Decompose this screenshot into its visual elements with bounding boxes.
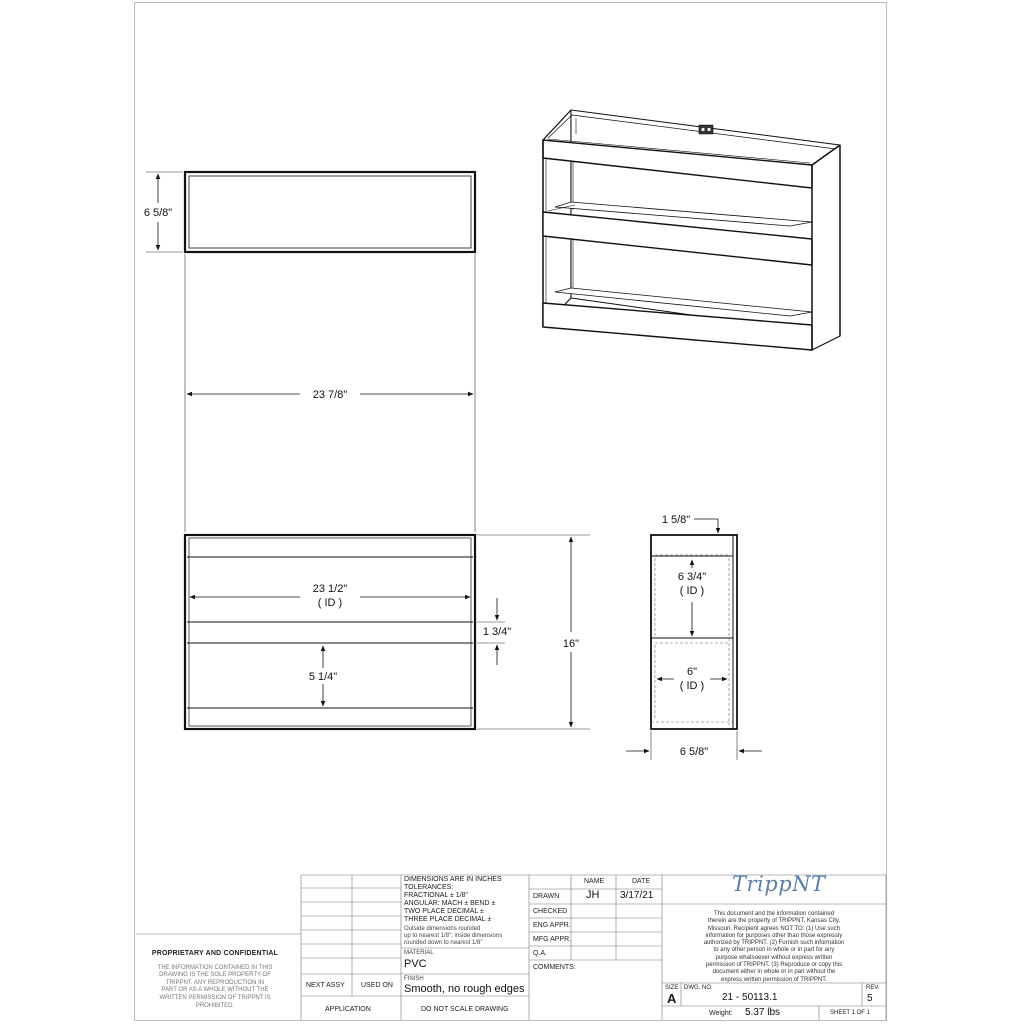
checked-label: CHECKED (533, 908, 568, 915)
do-not-scale-label: DO NOT SCALE DRAWING (421, 1006, 509, 1013)
notice-text (664, 911, 884, 984)
rev-label: REV. (866, 985, 880, 991)
rounding-note-3: rounded down to nearest 1/8" (404, 940, 483, 946)
notice-line: therein are the property of TRIPPNT, Kansas City, (707, 918, 841, 925)
dim-side-depth: 6 5/8" (679, 746, 709, 758)
tolerance-line-2: TOLERANCES: (404, 884, 454, 891)
trippnt-logo: TrippNT (732, 872, 826, 896)
date-header: DATE (632, 878, 651, 885)
weight-label: Weight: (709, 1010, 733, 1017)
isometric-view (543, 110, 840, 350)
tolerance-line-3: FRACTIONAL ± 1/8" (404, 892, 469, 899)
dim-overall-height: 16" (562, 638, 580, 650)
dim-inner-width-id: ( ID ) (317, 597, 343, 609)
tolerance-line-6: THREE PLACE DECIMAL ± (404, 916, 492, 923)
notice-line: permission of TRIPPNT. (3) Reproduce or copy this (705, 962, 843, 969)
size-value: A (667, 991, 677, 1006)
front-view (185, 535, 590, 729)
proprietary-notice (145, 950, 285, 1010)
material-value: PVC (404, 958, 427, 970)
used-on-label: USED ON (361, 982, 393, 989)
dim-lower-opening: 5 1/4" (308, 671, 338, 683)
sheet-label: SHEET 1 OF 1 (830, 1010, 870, 1016)
tolerance-line-5: TWO PLACE DECIMAL ± (404, 908, 484, 915)
name-header: NAME (584, 878, 605, 885)
dwg-no-value: 21 - 50113.1 (722, 992, 778, 1003)
tolerance-line-4: ANGULAR: MACH ± BEND ± (404, 900, 496, 907)
dim-side-upper: 6 3/4" (677, 571, 707, 583)
tolerance-line-1: DIMENSIONS ARE IN INCHES (404, 876, 502, 883)
dim-side-lower: 6" (686, 666, 698, 678)
proprietary-line: TRIPPNT. ANY REPRODUCTION IN (165, 979, 265, 986)
top-view (144, 172, 475, 532)
drawn-date: 3/17/21 (620, 890, 654, 901)
dim-side-upper-id: ( ID ) (679, 585, 705, 597)
finish-label: FINISH (404, 976, 424, 982)
rounding-note-1: Outside dimensions rounded (404, 926, 481, 932)
notice-line: Missouri. Recipient agrees NOT TO: (1) Use such (707, 925, 841, 932)
size-label: SIZE (665, 985, 679, 991)
notice-line: This document and the information contained (713, 911, 835, 917)
dwg-no-label: DWG. NO. (684, 985, 713, 991)
notice-line: purpose whatsoever without express written (715, 954, 833, 961)
dim-side-top: 1 5/8" (661, 514, 691, 526)
notice-line: information for purposes other than those expressly (705, 932, 843, 939)
notice-line: document either in whole or in part without the (712, 969, 836, 976)
comments-label: COMMENTS: (533, 964, 576, 971)
proprietary-line: DRAWING IS THE SOLE PROPERTY OF (159, 972, 271, 979)
eng-appr-label: ENG APPR. (533, 922, 571, 929)
proprietary-title: PROPRIETARY AND CONFIDENTIAL (151, 950, 279, 957)
weight-value: 5.37 lbs (745, 1007, 781, 1018)
rev-value: 5 (867, 993, 873, 1004)
proprietary-line: PART OR AS A WHOLE WITHOUT THE (161, 987, 269, 994)
next-assy-label: NEXT ASSY (306, 982, 345, 989)
dim-top-height: 6 5/8" (143, 207, 173, 219)
application-label: APPLICATION (325, 1006, 371, 1013)
notice-line: express written permission of TRIPPNT. (721, 976, 827, 983)
side-view (626, 514, 762, 760)
proprietary-line: THE INFORMATION CONTAINED IN THIS (157, 964, 273, 971)
notice-line: to any other person in whole or in part for any (713, 947, 835, 954)
material-label: MATERIAL (404, 950, 434, 956)
notice-line: authorized by TRIPPNT. (2) Furnish such information (703, 940, 845, 947)
drawn-label: DRAWN (533, 893, 560, 900)
rounding-note-2: up to nearest 1/8"; inside dimensions (404, 933, 503, 939)
dim-side-lower-id: ( ID ) (679, 680, 705, 692)
dim-inner-width: 23 1/2" (312, 583, 348, 595)
finish-value: Smooth, no rough edges (404, 983, 525, 995)
dim-shelf-thickness: 1 3/4" (482, 626, 512, 638)
drawn-name: JH (586, 889, 600, 901)
proprietary-line: WRITTEN PERMISSION OF TRIPPNT IS (159, 994, 271, 1001)
qa-label: Q.A. (533, 950, 548, 957)
mfg-appr-label: MFG APPR. (533, 936, 572, 943)
proprietary-line: PROHIBITED. (195, 1002, 235, 1009)
dim-overall-width: 23 7/8" (312, 389, 348, 401)
